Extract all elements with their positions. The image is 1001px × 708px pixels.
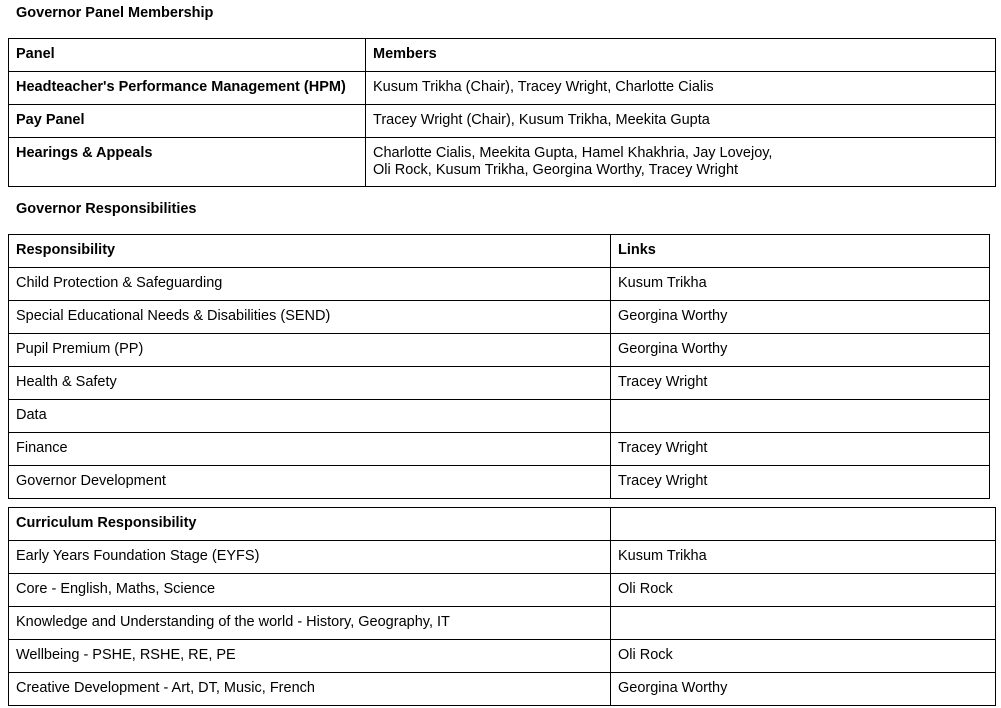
responsibility-cell: Child Protection & Safeguarding: [9, 268, 611, 301]
panel-membership-heading: Governor Panel Membership: [16, 5, 214, 21]
responsibilities-heading: Governor Responsibilities: [16, 201, 197, 217]
link-cell: Tracey Wright: [611, 367, 990, 400]
table-header-row: [9, 235, 990, 268]
curriculum-table: [8, 507, 996, 706]
column-header-blank: [611, 508, 996, 541]
table-row: [9, 105, 996, 138]
table-row: [9, 673, 996, 706]
link-cell: Kusum Trikha: [611, 541, 996, 574]
column-header-panel: Panel: [9, 39, 366, 72]
link-cell: Tracey Wright: [611, 433, 990, 466]
column-header-responsibility: Responsibility: [9, 235, 611, 268]
link-cell: Tracey Wright: [611, 466, 990, 499]
curriculum-area-cell: Early Years Foundation Stage (EYFS): [9, 541, 611, 574]
table-row: [9, 574, 996, 607]
table-row: [9, 466, 990, 499]
panel-members-line: Charlotte Cialis, Meekita Gupta, Hamel Khakhria, Jay Lovejoy,: [373, 145, 773, 161]
column-header-curriculum: Curriculum Responsibility: [9, 508, 611, 541]
table-row: [9, 72, 996, 105]
table-row: [9, 268, 990, 301]
panel-membership-table: [8, 38, 996, 187]
table-row: [9, 607, 996, 640]
responsibility-cell: Governor Development: [9, 466, 611, 499]
panel-members-line: Oli Rock, Kusum Trikha, Georgina Worthy, Tracey Wright: [373, 162, 739, 178]
table-row: [9, 433, 990, 466]
panel-name: Pay Panel: [9, 105, 366, 138]
panel-members: [366, 138, 996, 187]
responsibility-cell: Pupil Premium (PP): [9, 334, 611, 367]
link-cell: Georgina Worthy: [611, 301, 990, 334]
table-row: [9, 640, 996, 673]
column-header-links: Links: [611, 235, 990, 268]
curriculum-area-cell: Creative Development - Art, DT, Music, French: [9, 673, 611, 706]
responsibility-cell: Finance: [9, 433, 611, 466]
curriculum-area-cell: Wellbeing - PSHE, RSHE, RE, PE: [9, 640, 611, 673]
curriculum-area-cell: Core - English, Maths, Science: [9, 574, 611, 607]
table-row: [9, 138, 996, 187]
table-row: [9, 301, 990, 334]
link-cell: Oli Rock: [611, 574, 996, 607]
panel-name: Hearings & Appeals: [9, 138, 366, 187]
link-cell: Oli Rock: [611, 640, 996, 673]
column-header-members: Members: [366, 39, 996, 72]
table-row: [9, 367, 990, 400]
panel-members: Tracey Wright (Chair), Kusum Trikha, Meekita Gupta: [366, 105, 996, 138]
table-row: [9, 541, 996, 574]
table-row: [9, 334, 990, 367]
table-header-row: [9, 508, 996, 541]
link-cell: [611, 400, 990, 433]
responsibility-cell: Health & Safety: [9, 367, 611, 400]
table-row: [9, 400, 990, 433]
link-cell: [611, 607, 996, 640]
panel-name: Headteacher's Performance Management (HPM): [9, 72, 366, 105]
link-cell: Georgina Worthy: [611, 334, 990, 367]
responsibilities-table: [8, 234, 990, 499]
link-cell: Kusum Trikha: [611, 268, 990, 301]
link-cell: Georgina Worthy: [611, 673, 996, 706]
responsibility-cell: Data: [9, 400, 611, 433]
curriculum-area-cell: Knowledge and Understanding of the world - History, Geography, IT: [9, 607, 611, 640]
responsibility-cell: Special Educational Needs & Disabilities (SEND): [9, 301, 611, 334]
table-header-row: [9, 39, 996, 72]
panel-members: Kusum Trikha (Chair), Tracey Wright, Charlotte Cialis: [366, 72, 996, 105]
